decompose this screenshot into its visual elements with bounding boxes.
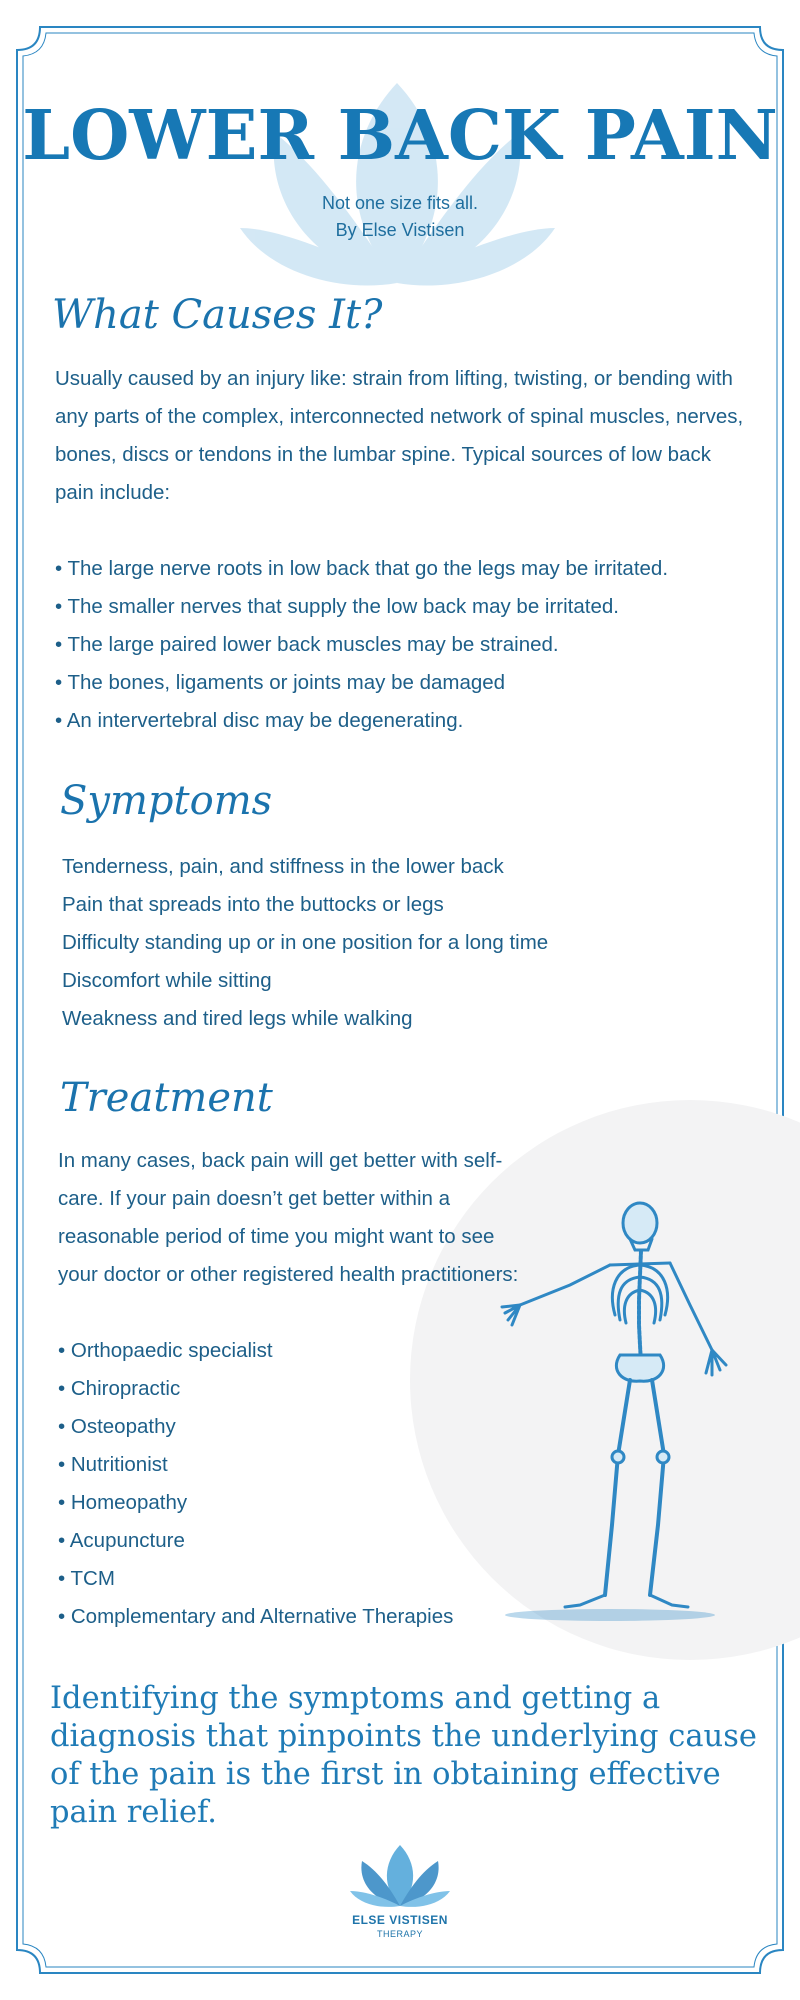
list-item: • Osteopathy bbox=[58, 1415, 176, 1438]
treatment-heading: Treatment bbox=[60, 1075, 273, 1121]
list-item: Pain that spreads into the buttocks or legs bbox=[62, 893, 444, 916]
list-item: • TCM bbox=[58, 1567, 115, 1590]
causes-list bbox=[55, 550, 668, 740]
list-item: • Orthopaedic specialist bbox=[58, 1339, 273, 1362]
list-item: • The smaller nerves that supply the low back may be irritated. bbox=[55, 595, 619, 618]
brand-name: ELSE VISTISEN bbox=[352, 1913, 448, 1927]
list-item: • An intervertebral disc may be degenerating. bbox=[55, 709, 464, 732]
subtitle-author: By Else Vistisen bbox=[335, 220, 465, 240]
symptoms-list bbox=[62, 848, 548, 1038]
subtitle-tagline: Not one size fits all. bbox=[321, 193, 479, 213]
list-item: • The bones, ligaments or joints may be damaged bbox=[55, 671, 506, 694]
list-item: Tenderness, pain, and stiffness in the lower back bbox=[62, 855, 504, 878]
symptoms-heading: Symptoms bbox=[60, 778, 273, 824]
list-item: • Acupuncture bbox=[58, 1529, 185, 1552]
treatment-intro: In many cases, back pain will get better with self-care. If your pain doesn’t get better within a reasonable period of time you might want to see your doctor or other registered health practitioners: bbox=[58, 1149, 519, 1286]
list-item: • Chiropractic bbox=[58, 1377, 181, 1400]
list-item: Weakness and tired legs while walking bbox=[62, 1007, 413, 1030]
treatment-list bbox=[58, 1332, 453, 1636]
conclusion-text: Identifying the symptoms and getting a diagnosis that pinpoints the underlying cause of the pain is the first in obtaining effective pain relief. bbox=[50, 1681, 757, 1830]
causes-heading: What Causes It? bbox=[52, 292, 383, 338]
list-item: Difficulty standing up or in one position for a long time bbox=[62, 931, 549, 954]
list-item: • The large paired lower back muscles may be strained. bbox=[55, 633, 559, 656]
page-title: LOWER BACK PAIN bbox=[22, 96, 778, 176]
list-item: Discomfort while sitting bbox=[62, 969, 272, 992]
list-item: • The large nerve roots in low back that go the legs may be irritated. bbox=[55, 557, 669, 580]
subtitle bbox=[0, 190, 800, 244]
list-item: • Nutritionist bbox=[58, 1453, 168, 1476]
list-item: • Complementary and Alternative Therapies bbox=[58, 1605, 454, 1628]
lotus-icon bbox=[350, 1843, 450, 1908]
list-item: • Homeopathy bbox=[58, 1491, 188, 1514]
causes-intro: Usually caused by an injury like: strain from lifting, twisting, or bending with any parts of the complex, interconnected network of spinal muscles, nerves, bones, discs or tendons in the lumbar spine. Typical sources of low back pain include: bbox=[55, 367, 744, 504]
brand-tagline: THERAPY bbox=[376, 1929, 423, 1939]
